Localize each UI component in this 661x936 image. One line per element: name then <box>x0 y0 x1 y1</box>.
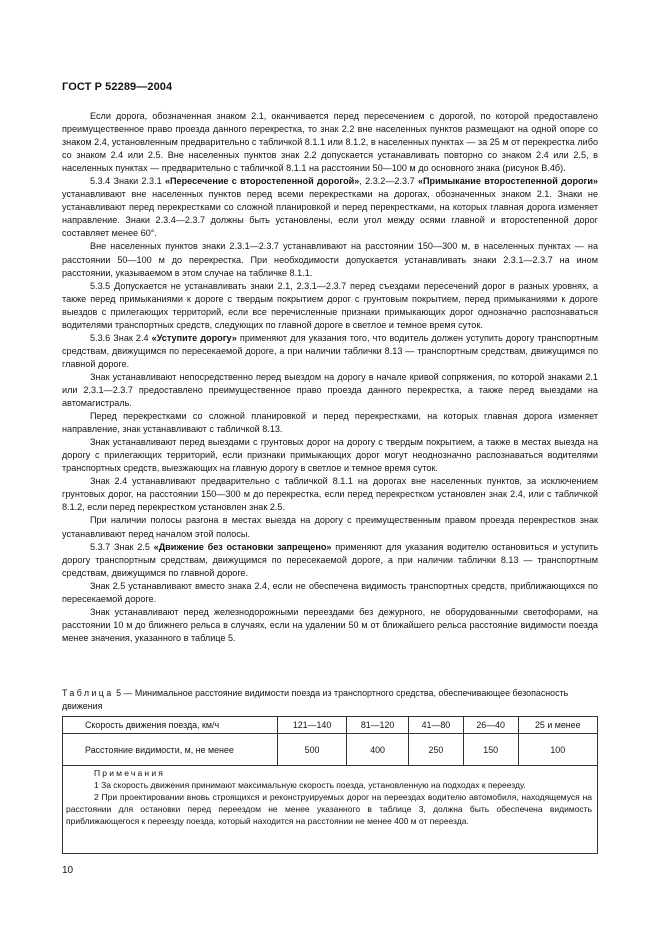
paragraph: Знак устанавливают перед выездами с грунтовых дорог на дорогу с твердым покрытием, а также в местах выезда на дорогу с прилегающих территорий, если признаки примыкающих дорог могут неоднозначно распознаваться водителями транспортных средств, выезжающих на главную дорогу в светлое и темное время суток. <box>62 437 598 474</box>
note-item: 2 При проектировании вновь строящихся и реконструируемых дорог на переездах водителю автомобиля, находящемуся на расстоянии для остановки перед переездом не менее указанного в таблице 3, должна быть обеспечена видимость приближающегося к переезду поезда, который находится на расстоянии не менее 400 м от переезда. <box>66 792 592 826</box>
table-notes <box>66 767 592 827</box>
paragraph-5-3-7: 5.3.7 Знак 2.5 «Движение без остановки запрещено» применяют для указания водителю остановиться и уступить дорогу транспортным средствам, движущимся по пересекаемой дороге, а при наличии таблички 8.13 — транспортным средствам, движущимся по главной дороге. <box>62 541 599 578</box>
paragraph: Знак 2.4 устанавливают предварительно с табличкой 8.1.1 на дорогах вне населенных пунктов, за исключением грунтовых дорог, на расстоянии 150—300 м до перекрестка, если перед перекрестком установлен знак 2.4, или с табличкой 8.1.2, если перед перекрестком установлен знак 2.5. <box>62 476 598 513</box>
paragraph: Вне населенных пунктов знаки 2.3.1—2.3.7 устанавливают на расстоянии 150—300 м, в населенных пунктах — на расстоянии 50—100 м до перекрестка. При необходимости допускается устанавливать знаки 2.3.1—2.3.7 на ином расстоянии, указываемом в этом случае на табличке 8.1.1. <box>62 241 598 278</box>
note-item: 1 За скорость движения принимают максимальную скорость поезда, установленную на подходах к переезду. <box>94 780 526 790</box>
speed-label-cell: Скорость движения поезда, км/ч <box>63 717 278 734</box>
paragraph: При наличии полосы разгона в местах выезда на дорогу с преимущественным правом проезда перекрестков знак устанавливают перед началом этой полосы. <box>62 515 598 539</box>
body-text <box>62 110 598 645</box>
speed-cell: 26—40 <box>463 717 518 734</box>
paragraph: Знак устанавливают перед железнодорожными переездами без дежурного, не оборудованными светофорами, на расстоянии 10 м до ближнего рельса в случаях, если на удалении 50 м от ближайшего рельса расстояние видимости поезда менее значения, указанного в таблице 5. <box>62 606 598 643</box>
distance-label-cell: Расстояние видимости, м, не менее <box>63 734 278 766</box>
table-caption-word: Таблица <box>62 688 114 698</box>
distance-cell: 250 <box>409 734 464 766</box>
notes-title: Примечания <box>94 768 166 778</box>
distance-cell: 500 <box>278 734 347 766</box>
paragraph: Знак 2.5 устанавливают вместо знака 2.4, если не обеспечена видимость транспортных средств, приближающихся по пересекаемой дороге. <box>62 580 598 604</box>
paragraph-5-3-5: 5.3.5 Допускается не устанавливать знаки 2.1, 2.3.1—2.3.7 перед съездами пересечений дорог в разных уровнях, а также перед примыканиями к дороге с твердым покрытием дорог с грунтовым покрытием, перед примыканиями к дороге выездов с прилегающих территорий, если все перечисленные признаки примыкающих дорог однозначно распознаваться водителями транспортных средств, следующих по главной дороге в светлое и темное время суток. <box>62 280 598 330</box>
paragraph: Перед перекрестками со сложной планировкой и перед перекрестками, на которых главная дорога изменяет направление, знак устанавливают с табличкой 8.13. <box>62 411 598 435</box>
table-caption <box>62 687 598 712</box>
document-header: ГОСТ Р 52289—2004 <box>62 81 173 93</box>
speed-cell: 41—80 <box>409 717 464 734</box>
table-caption-text: 5 — Минимальное расстояние видимости поезда из транспортного средства, обеспечивающее безопасность движения <box>62 688 569 711</box>
paragraph: Знак устанавливают непосредственно перед выездом на дорогу в начале кривой сопряжения, по которой знаками 2.1 или 2.3.1—2.3.7 предоставлено преимущественное право проезда данного перекрестка, а также перед выездами на автомагистраль. <box>62 371 598 409</box>
table-row-speed <box>63 717 598 734</box>
distance-cell: 100 <box>518 734 597 766</box>
speed-cell: 81—120 <box>347 717 409 734</box>
speed-cell: 121—140 <box>278 717 347 734</box>
paragraph-5-3-6: 5.3.6 Знак 2.4 «Уступите дорогу» применяют для указания того, что водитель должен уступить дорогу транспортным средствам, движущимся по пересекаемой дороге, а при наличии таблички 8.13 — транспортным средствам, движущимся по главной дороге. <box>62 332 599 369</box>
distance-cell: 400 <box>347 734 409 766</box>
distance-cell: 150 <box>463 734 518 766</box>
page-number: 10 <box>62 865 74 876</box>
speed-cell: 25 и менее <box>518 717 597 734</box>
table-row-distance <box>63 734 598 766</box>
paragraph-5-3-4: 5.3.4 Знаки 2.3.1 «Пересечение с второстепенной дорогой», 2.3.2—2.3.7 «Примыкание второстепенной дороги» устанавливают вне населенных пунктов перед всеми перекрестками на дорогах, обозначенных знаком 2.1. Знаки не устанавливают перед перекрестками со сложной планировкой и перед перекрестками, на которых главная дорога изменяет направление. Знаки 2.3.4—2.3.7 должны быть установлены, если угол между осями главной и второстепенной дорог составляет менее 60°. <box>62 176 598 239</box>
paragraph: Если дорога, обозначенная знаком 2.1, оканчивается перед пересечением с дорогой, по которой предоставлено преимущественное право проезда данного перекрестка, то знак 2.2 вне населенных пунктов размещают на одной опоре со знаком 2.4, установленным предварительно с табличкой 8.1.1 или 8.1.2, в населенных пунктах — за 25 м от перекрестка либо со знаком 2.4 или 2.5. Вне населенных пунктов знак 2.2 допускается устанавливать повторно со знаком 2.4 или 2.5, в населенных пунктах — предварительно с табличкой 8.1.1 на расстоянии 50—100 м до основного знака (рисунок В.4б). <box>62 111 599 174</box>
